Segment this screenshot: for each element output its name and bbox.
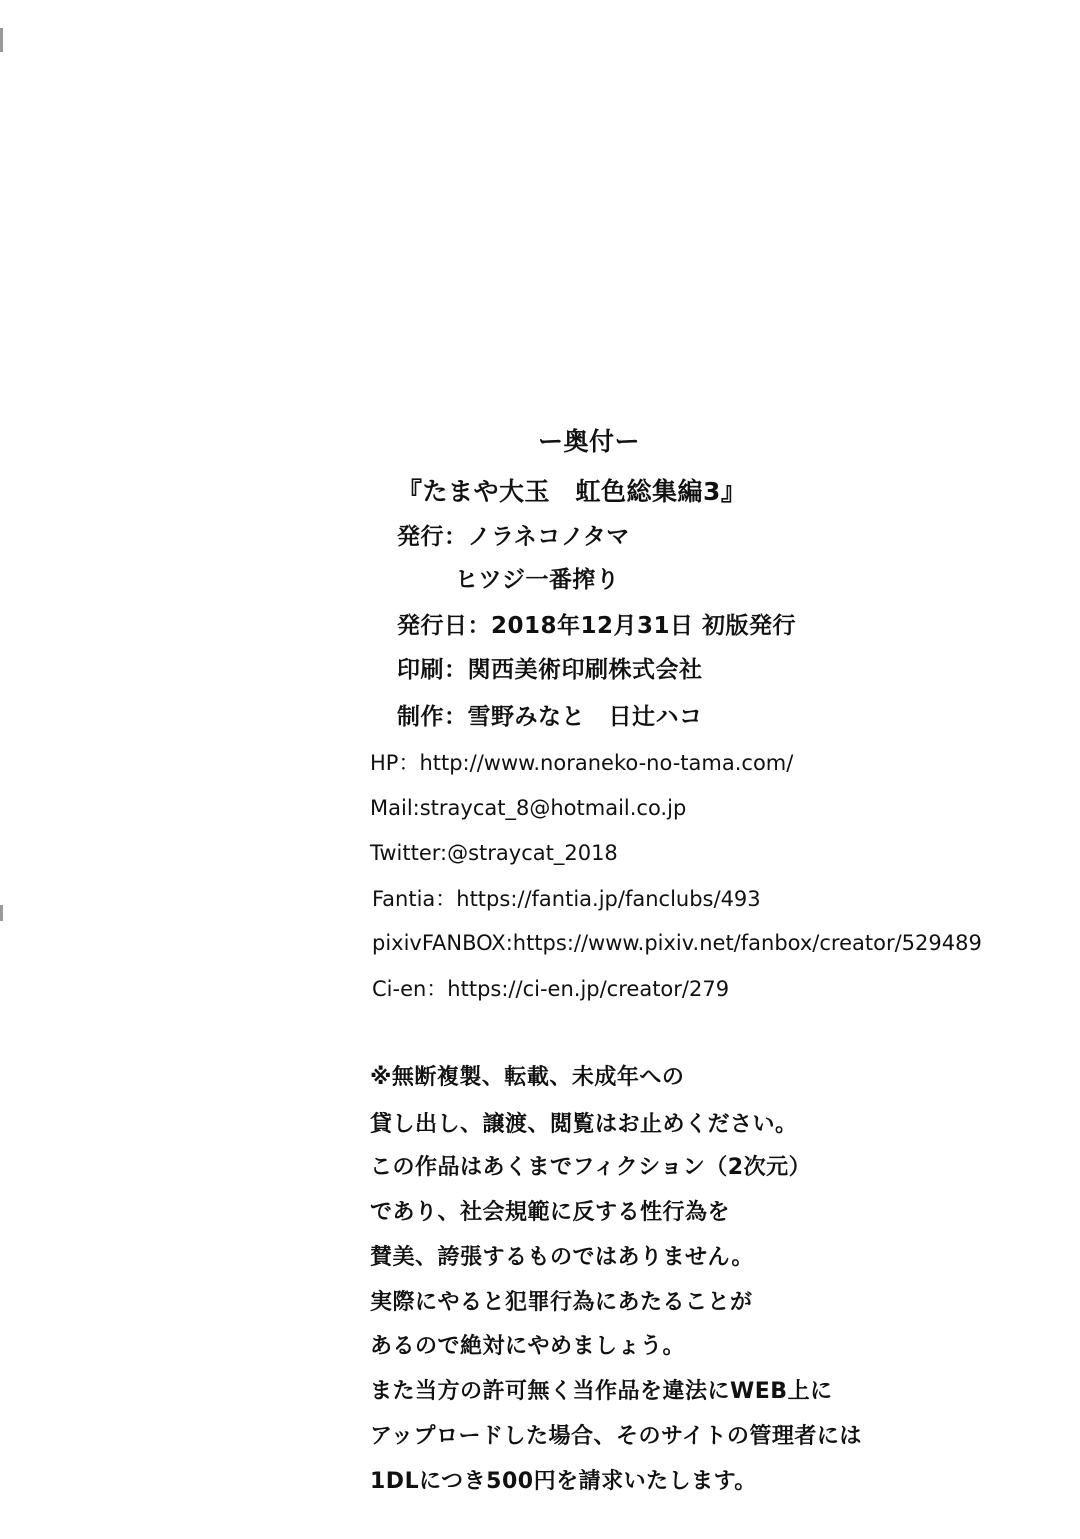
twitter-handle: Twitter:@straycat_2018 <box>370 841 618 865</box>
notice-line: また当方の許可無く当作品を違法にWEB上に <box>370 1379 833 1404</box>
publisher-line: 発行：ノラネコノタマ <box>397 524 630 550</box>
production-line: 制作：雪野みなと 日辻ハコ <box>397 704 703 730</box>
notice-line: 実際にやると犯罪行為にあたることが <box>370 1290 753 1315</box>
notice-line: 賛美、誇張するものではありません。 <box>370 1245 754 1270</box>
colophon-heading: ー奥付ー <box>538 427 641 456</box>
cien-link: Ci-en：https://ci-en.jp/creator/279 <box>372 977 730 1001</box>
fantia-link: Fantia：https://fantia.jp/fanclubs/493 <box>372 887 761 911</box>
publish-date-line: 発行日：2018年12月31日 初版発行 <box>397 613 797 639</box>
mail-address: Mail:straycat_8@hotmail.co.jp <box>370 796 687 820</box>
notice-line: ※無断複製、転載、未成年への <box>370 1065 685 1090</box>
notice-line: この作品はあくまでフィクション（2次元） <box>370 1155 812 1180</box>
publisher-line-2: ヒツジ一番搾り <box>455 567 620 593</box>
printer-line: 印刷：関西美術印刷株式会社 <box>397 657 703 683</box>
hp-link: HP：http://www.noraneko-no-tama.com/ <box>370 751 794 775</box>
book-title: 『たまや大玉 虹色総集編3』 <box>397 477 747 506</box>
fanbox-link: pixivFANBOX:https://www.pixiv.net/fanbox/creator/529489 <box>372 931 982 955</box>
notice-line: 1DLにつき500円を請求いたします。 <box>370 1469 757 1494</box>
notice-line: あるので絶対にやめましょう。 <box>370 1334 686 1359</box>
notice-line: であり、社会規範に反する性行為を <box>370 1200 731 1225</box>
notice-line: 貸し出し、譲渡、閲覧はお止めください。 <box>370 1112 798 1137</box>
notice-line: アップロードした場合、そのサイトの管理者には <box>370 1424 862 1449</box>
